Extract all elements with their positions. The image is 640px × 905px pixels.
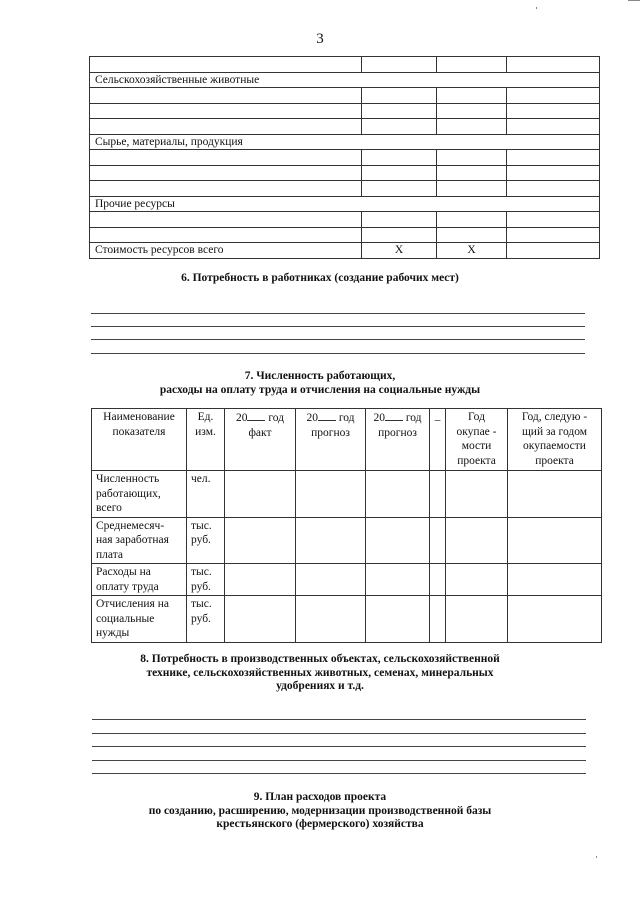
row-label-cell[interactable] xyxy=(90,212,362,228)
resources-table xyxy=(89,56,600,259)
indicator-name-line: всего xyxy=(96,502,122,514)
header-indicator-name xyxy=(92,409,187,471)
row-label-cell[interactable] xyxy=(90,88,362,104)
value-cell[interactable] xyxy=(508,596,602,643)
value-cell[interactable] xyxy=(437,212,507,228)
year-prefix: 20 xyxy=(235,412,248,424)
header-text: щий за годом xyxy=(521,425,588,438)
section-label: Сельскохозяйственные животные xyxy=(90,72,600,88)
table-row xyxy=(90,119,600,135)
section-row xyxy=(90,134,600,150)
header-sub: факт xyxy=(248,426,272,439)
value-cell[interactable] xyxy=(507,212,600,228)
table-row xyxy=(92,564,602,596)
value-cell: Х xyxy=(437,243,507,259)
row-label-cell[interactable] xyxy=(90,165,362,181)
value-cell[interactable] xyxy=(507,165,600,181)
value-cell[interactable] xyxy=(437,165,507,181)
value-cell[interactable] xyxy=(225,596,296,643)
scan-speck xyxy=(596,856,597,858)
value-cell[interactable] xyxy=(430,564,446,596)
section-6-title: 6. Потребность в работниках (создание рабочих мест) xyxy=(181,272,459,284)
value-cell[interactable] xyxy=(507,57,600,73)
row-label-cell[interactable] xyxy=(90,227,362,243)
value-cell[interactable] xyxy=(430,471,446,518)
year-blank-field[interactable] xyxy=(318,410,336,421)
section-7-title xyxy=(0,370,640,397)
year-suffix: год xyxy=(338,412,355,424)
unit-line: тыс. xyxy=(191,566,212,578)
section-8-title-line3: удобрениях и т.д. xyxy=(276,680,364,692)
header-text: Ед. xyxy=(197,411,214,423)
table-row xyxy=(92,596,602,643)
unit-line: чел. xyxy=(191,473,211,485)
indicator-name-line: Расходы на xyxy=(96,566,151,578)
unit xyxy=(187,564,225,596)
table-row xyxy=(90,212,600,228)
section-9-title-line1: 9. План расходов проекта xyxy=(253,791,387,803)
header-year-line xyxy=(370,410,425,426)
value-cell[interactable] xyxy=(507,227,600,243)
year-prefix: 20 xyxy=(306,412,318,424)
table-row xyxy=(90,57,600,73)
value-cell[interactable] xyxy=(362,181,437,197)
value-cell[interactable] xyxy=(446,517,508,564)
row-label-cell: Стоимость ресурсов всего xyxy=(90,243,362,259)
value-cell[interactable] xyxy=(296,471,366,518)
year-prefix: 20 xyxy=(373,412,385,424)
table-row xyxy=(90,165,600,181)
total-row xyxy=(90,243,600,259)
value-cell[interactable] xyxy=(437,57,507,73)
indicator-name-line: Отчисления на xyxy=(96,598,169,610)
header-year-forecast-2 xyxy=(366,409,430,471)
value-cell[interactable] xyxy=(366,471,430,518)
value-cell[interactable] xyxy=(296,564,366,596)
section-7-title-line2: расходы на оплату труда и отчисления на социальные нужды xyxy=(159,383,481,396)
scan-speck xyxy=(628,0,640,1)
value-cell[interactable] xyxy=(225,564,296,596)
value-cell[interactable] xyxy=(362,212,437,228)
value-cell[interactable] xyxy=(508,517,602,564)
row-label-cell[interactable] xyxy=(90,119,362,135)
header-after-payback-year xyxy=(508,409,602,471)
year-blank-field[interactable] xyxy=(385,410,403,421)
value-cell[interactable] xyxy=(430,517,446,564)
value-cell[interactable] xyxy=(446,596,508,643)
indicator-name-line: работающих, xyxy=(96,487,161,500)
section-8-blank-line[interactable] xyxy=(92,746,586,747)
value-cell[interactable] xyxy=(508,564,602,596)
value-cell[interactable] xyxy=(296,596,366,643)
value-cell[interactable] xyxy=(362,119,437,135)
unit xyxy=(187,596,225,643)
header-payback-year xyxy=(446,409,508,471)
year-blank-field[interactable] xyxy=(247,410,265,421)
indicator-name xyxy=(92,596,187,643)
value-cell[interactable] xyxy=(366,596,430,643)
section-label: Прочие ресурсы xyxy=(90,196,600,212)
section-6-blank-line[interactable] xyxy=(91,313,585,314)
value-cell[interactable] xyxy=(507,150,600,166)
header-year-line xyxy=(300,410,361,426)
section-label: Сырье, материалы, продукция xyxy=(90,134,600,150)
year-suffix: год xyxy=(268,412,285,424)
value-cell[interactable] xyxy=(437,88,507,104)
indicator-name-line: социальные xyxy=(96,612,155,625)
value-cell[interactable] xyxy=(437,227,507,243)
unit-line: тыс. xyxy=(191,519,212,532)
section-row xyxy=(90,196,600,212)
value-cell[interactable] xyxy=(507,119,600,135)
section-9-title-line2: по созданию, расширению, модернизации производственной базы xyxy=(148,804,492,817)
indicator-name xyxy=(92,564,187,596)
section-8-title-line2: технике, сельскохозяйственных животных, семенах, минеральных xyxy=(146,666,494,679)
unit-line: руб. xyxy=(191,580,211,593)
value-cell[interactable] xyxy=(362,57,437,73)
header-text: Год xyxy=(468,411,485,423)
section-9-title xyxy=(0,791,640,832)
header-text: окупаемости xyxy=(523,440,586,452)
indicator-name-line: плата xyxy=(96,548,123,561)
indicator-name xyxy=(92,471,187,518)
table-row xyxy=(90,103,600,119)
year-suffix: год xyxy=(405,412,422,424)
indicator-name-line: ная заработная xyxy=(96,534,169,546)
section-8-title-line1: 8. Потребность в производственных объектах, сельскохозяйственной xyxy=(140,653,500,665)
unit xyxy=(187,471,225,518)
unit-line: руб. xyxy=(191,612,211,625)
section-9-title-line3: крестьянского (фермерского) хозяйства xyxy=(216,818,424,830)
value-cell[interactable] xyxy=(296,517,366,564)
indicator-name xyxy=(92,517,187,564)
value-cell[interactable] xyxy=(366,517,430,564)
row-label-cell[interactable] xyxy=(90,181,362,197)
section-6-blank-line[interactable] xyxy=(91,326,585,327)
unit-line: тыс. xyxy=(191,598,212,610)
row-label-cell[interactable] xyxy=(90,150,362,166)
value-cell[interactable] xyxy=(362,103,437,119)
value-cell[interactable] xyxy=(366,564,430,596)
header-text: окупае - xyxy=(456,425,497,438)
value-cell[interactable] xyxy=(437,119,507,135)
value-cell: Х xyxy=(362,243,437,259)
indicator-name-line: Среднемесяч- xyxy=(96,519,165,532)
header-text: проекта xyxy=(457,454,496,467)
header-year-line xyxy=(229,410,291,426)
indicator-name-line: Численность xyxy=(96,473,160,485)
header-row xyxy=(92,409,602,471)
section-8-title xyxy=(0,653,640,694)
section-row xyxy=(90,72,600,88)
header-sub: прогноз xyxy=(311,426,350,439)
value-cell[interactable] xyxy=(437,103,507,119)
header-text: Наименование xyxy=(103,411,175,423)
table-row xyxy=(90,88,600,104)
section-6-blank-line[interactable] xyxy=(91,339,585,340)
scan-speck xyxy=(536,7,537,9)
workers-payroll-table xyxy=(91,408,602,643)
row-label-cell[interactable] xyxy=(90,103,362,119)
value-cell[interactable] xyxy=(507,88,600,104)
value-cell[interactable] xyxy=(437,181,507,197)
page-number: 3 xyxy=(316,31,324,47)
value-cell[interactable] xyxy=(225,471,296,518)
header-text: мости xyxy=(461,440,492,452)
value-cell[interactable] xyxy=(437,150,507,166)
value-cell[interactable] xyxy=(430,596,446,643)
header-text: изм. xyxy=(195,425,216,438)
value-cell[interactable] xyxy=(507,181,600,197)
value-cell[interactable] xyxy=(446,564,508,596)
header-year-forecast-1 xyxy=(296,409,366,471)
header-unit xyxy=(187,409,225,471)
value-cell[interactable] xyxy=(362,165,437,181)
header-text: Год, следую - xyxy=(521,411,588,423)
value-cell[interactable] xyxy=(362,227,437,243)
value-cell[interactable] xyxy=(507,243,600,259)
value-cell[interactable] xyxy=(362,150,437,166)
table-row xyxy=(92,471,602,518)
value-cell[interactable] xyxy=(362,88,437,104)
indicator-name-line: оплату труда xyxy=(96,580,159,593)
table-row xyxy=(92,517,602,564)
header-dash: _ xyxy=(430,409,446,471)
table-row xyxy=(90,227,600,243)
value-cell[interactable] xyxy=(225,517,296,564)
table-row xyxy=(90,181,600,197)
section-8-blank-line[interactable] xyxy=(92,719,586,720)
row-label-cell[interactable] xyxy=(90,57,362,73)
value-cell[interactable] xyxy=(507,103,600,119)
section-6-blank-line[interactable] xyxy=(91,353,585,354)
header-text: проекта xyxy=(535,454,574,467)
unit-line: руб. xyxy=(191,534,211,546)
section-7-title-line1: 7. Численность работающих, xyxy=(244,370,396,382)
header-text: показателя xyxy=(112,425,166,438)
header-year-fact xyxy=(225,409,296,471)
table-row xyxy=(90,150,600,166)
section-8-blank-line[interactable] xyxy=(92,733,586,734)
unit xyxy=(187,517,225,564)
section-8-blank-line[interactable] xyxy=(92,773,586,774)
header-sub: прогноз xyxy=(378,426,417,439)
section-8-blank-line[interactable] xyxy=(92,760,586,761)
indicator-name-line: нужды xyxy=(96,627,130,639)
value-cell[interactable] xyxy=(508,471,602,518)
value-cell[interactable] xyxy=(446,471,508,518)
